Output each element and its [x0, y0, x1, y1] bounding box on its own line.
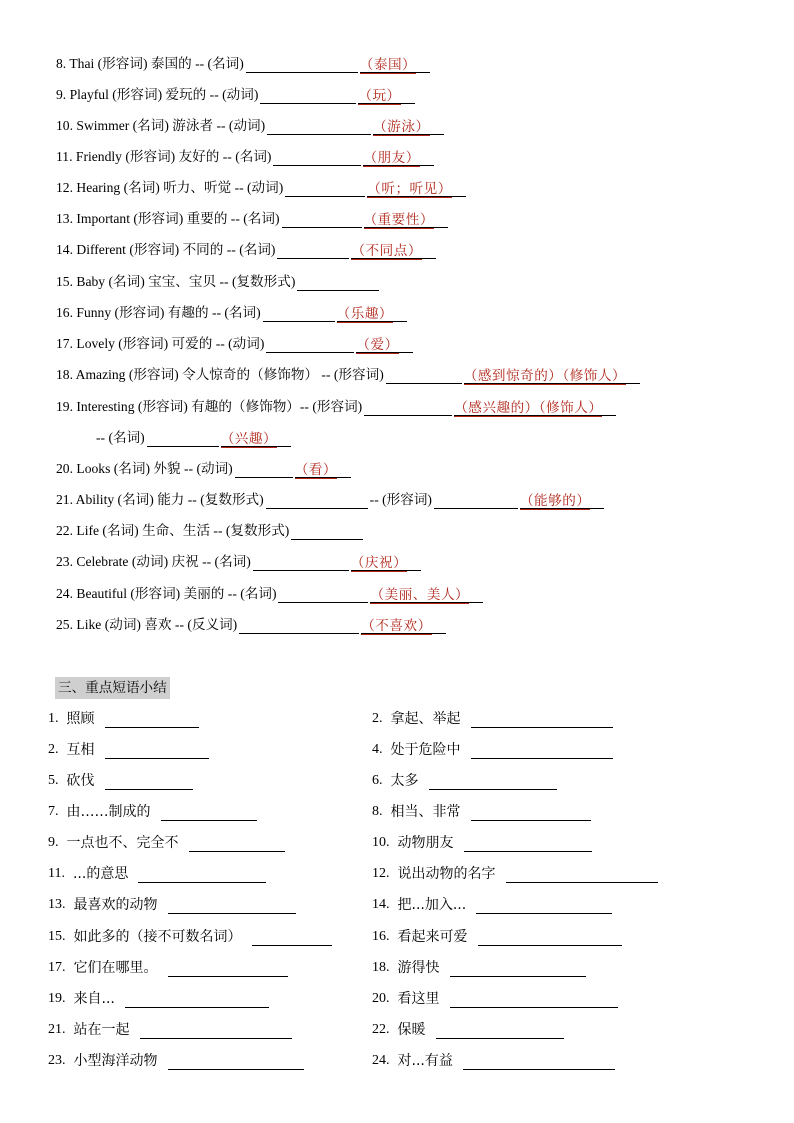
phrase-item — [372, 989, 620, 1009]
phrase-number: 2. — [372, 711, 383, 726]
vocab-prompt: -- (名词) — [96, 430, 145, 445]
phrase-answer-blank[interactable] — [252, 928, 332, 946]
phrase-number: 10. — [372, 835, 390, 850]
phrase-item — [372, 895, 614, 915]
phrase-answer-blank[interactable] — [463, 1052, 615, 1070]
vocab-prompt: 13. Important (形容词) 重要的 -- (名词) — [56, 211, 280, 226]
phrase-text: 说出动物的名字 — [397, 866, 496, 882]
vocab-prompt: 22. Life (名词) 生命、生活 -- (复数形式) — [56, 523, 290, 538]
phrase-item — [372, 958, 588, 978]
vocab-item — [56, 147, 434, 167]
phrase-item — [48, 864, 268, 884]
phrase-number: 13. — [48, 897, 66, 912]
phrase-item — [372, 771, 559, 791]
phrase-item — [48, 833, 287, 853]
phrase-text: 处于危险中 — [390, 742, 461, 758]
vocab-prompt: 21. Ability (名词) 能力 -- (复数形式) — [56, 492, 264, 507]
answer-blank[interactable] — [253, 553, 349, 571]
phrase-item — [372, 864, 660, 884]
phrase-item — [48, 895, 298, 915]
phrase-text: 小型海洋动物 — [73, 1053, 158, 1069]
phrase-number: 4. — [372, 742, 383, 757]
phrase-answer-blank[interactable] — [429, 772, 557, 790]
phrase-answer-blank[interactable] — [506, 865, 658, 883]
vocab-item — [56, 615, 446, 635]
phrase-number: 19. — [48, 991, 66, 1006]
vocab-item — [56, 521, 365, 541]
phrase-item — [372, 1051, 617, 1071]
phrase-text: 把...加入... — [397, 897, 467, 913]
phrase-text: 太多 — [390, 773, 419, 789]
phrase-answer-blank[interactable] — [471, 710, 613, 728]
vocab-prompt: 12. Hearing (名词) 听力、听觉 -- (动词) — [56, 180, 284, 195]
phrase-item — [48, 958, 290, 978]
phrase-answer-blank[interactable] — [105, 741, 209, 759]
section-title: 三、重点短语小结 — [55, 677, 170, 699]
answer-text: （不喜欢） — [361, 616, 445, 634]
answer-text: （庆祝） — [351, 553, 421, 571]
phrase-item — [372, 927, 624, 947]
vocab-prompt: 11. Friendly (形容词) 友好的 -- (名词) — [56, 149, 272, 164]
phrase-number: 17. — [48, 960, 66, 975]
answer-text: （乐趣） — [337, 304, 407, 322]
phrase-item — [372, 709, 615, 729]
phrase-number: 9. — [48, 835, 59, 850]
vocab-prompt: 18. Amazing (形容词) 令人惊奇的（修饰物） -- (形容词) — [56, 367, 384, 382]
phrase-number: 2. — [48, 742, 59, 757]
phrase-item — [48, 740, 211, 760]
vocab-item — [56, 552, 421, 572]
answer-text: （美丽、美人） — [370, 585, 483, 603]
vocab-item — [56, 490, 604, 510]
answer-blank[interactable] — [147, 429, 219, 447]
phrase-answer-blank[interactable] — [105, 772, 193, 790]
answer-blank[interactable] — [263, 304, 335, 322]
answer-text: （感到惊奇的）（修饰人） — [464, 366, 640, 384]
answer-blank[interactable] — [246, 55, 358, 73]
phrase-answer-blank[interactable] — [471, 803, 591, 821]
answer-blank[interactable] — [291, 522, 363, 540]
vocab-item — [56, 209, 448, 229]
phrase-answer-blank[interactable] — [168, 896, 296, 914]
answer-text: （看） — [295, 460, 351, 478]
phrase-item — [48, 1020, 294, 1040]
vocab-item — [56, 272, 381, 292]
phrase-number: 16. — [372, 929, 390, 944]
phrase-text: 来自... — [73, 991, 115, 1007]
answer-blank[interactable] — [364, 398, 452, 416]
answer-blank[interactable] — [267, 117, 371, 135]
answer-blank[interactable] — [273, 148, 361, 166]
phrase-answer-blank[interactable] — [168, 959, 288, 977]
phrase-number: 24. — [372, 1053, 390, 1068]
phrase-answer-blank[interactable] — [476, 896, 612, 914]
phrase-text: 保暖 — [397, 1022, 426, 1038]
phrase-answer-blank[interactable] — [140, 1021, 292, 1039]
phrase-answer-blank[interactable] — [471, 741, 613, 759]
phrase-item — [48, 927, 334, 947]
answer-text: （兴趣） — [221, 429, 291, 447]
phrase-item — [48, 1051, 306, 1071]
answer-blank[interactable] — [285, 179, 365, 197]
vocab-prompt: 17. Lovely (形容词) 可爱的 -- (动词) — [56, 336, 265, 351]
vocab-item — [56, 178, 466, 198]
phrase-number: 18. — [372, 960, 390, 975]
phrase-text: ...的意思 — [72, 866, 129, 882]
phrase-text: 照顾 — [66, 711, 95, 727]
phrase-number: 15. — [48, 929, 66, 944]
phrase-answer-blank[interactable] — [105, 710, 199, 728]
phrase-number: 14. — [372, 897, 390, 912]
phrase-text: 看起来可爱 — [397, 929, 468, 945]
phrase-number: 22. — [372, 1022, 390, 1037]
phrase-item — [372, 740, 615, 760]
answer-blank[interactable] — [386, 366, 462, 384]
vocab-item — [56, 334, 413, 354]
vocab-item — [56, 397, 616, 417]
phrase-answer-blank[interactable] — [168, 1052, 304, 1070]
phrase-text: 互相 — [66, 742, 95, 758]
phrase-number: 1. — [48, 711, 59, 726]
vocab-item — [56, 459, 351, 479]
answer-blank[interactable] — [239, 616, 359, 634]
vocab-prompt-extra: -- (形容词) — [369, 492, 432, 507]
answer-blank[interactable] — [260, 86, 356, 104]
phrase-item — [48, 802, 259, 822]
vocab-item — [96, 428, 291, 448]
phrase-text: 由……制成的 — [66, 804, 151, 820]
vocab-item — [56, 365, 640, 385]
vocab-item — [56, 584, 483, 604]
vocab-prompt: 25. Like (动词) 喜欢 -- (反义词) — [56, 617, 238, 632]
phrase-number: 8. — [372, 804, 383, 819]
vocab-prompt: 10. Swimmer (名词) 游泳者 -- (动词) — [56, 118, 266, 133]
phrase-answer-blank[interactable] — [189, 834, 285, 852]
phrase-text: 最喜欢的动物 — [73, 897, 158, 913]
phrase-text: 站在一起 — [73, 1022, 130, 1038]
answer-text: （重要性） — [364, 210, 448, 228]
phrase-answer-blank[interactable] — [138, 865, 266, 883]
phrase-number: 11. — [48, 866, 65, 881]
phrase-text: 拿起、举起 — [390, 711, 461, 727]
answer-blank[interactable] — [282, 210, 362, 228]
phrase-answer-blank[interactable] — [436, 1021, 564, 1039]
answer-text: （朋友） — [363, 148, 433, 166]
answer-text: （游泳） — [373, 117, 443, 135]
phrase-answer-blank[interactable] — [450, 959, 586, 977]
vocab-prompt: 15. Baby (名词) 宝宝、宝贝 -- (复数形式) — [56, 274, 296, 289]
phrase-text: 如此多的（接不可数名词） — [73, 929, 242, 945]
phrase-text: 它们在哪里。 — [73, 960, 158, 976]
vocab-prompt: 24. Beautiful (形容词) 美丽的 -- (名词) — [56, 586, 277, 601]
answer-text: （感兴趣的）（修饰人） — [454, 398, 616, 416]
vocab-prompt: 8. Thai (形容词) 泰国的 -- (名词) — [56, 56, 244, 71]
answer-text: （泰国） — [360, 55, 430, 73]
phrase-number: 5. — [48, 773, 59, 788]
vocab-item — [56, 240, 436, 260]
answer-text: （能够的） — [520, 491, 604, 509]
phrase-answer-blank[interactable] — [450, 990, 618, 1008]
answer-text: （爱） — [356, 335, 412, 353]
phrase-item — [48, 771, 195, 791]
phrase-number: 20. — [372, 991, 390, 1006]
vocab-item — [56, 54, 430, 74]
phrase-number: 7. — [48, 804, 59, 819]
phrase-item — [372, 802, 593, 822]
phrase-number: 12. — [372, 866, 390, 881]
phrase-text: 游得快 — [397, 960, 440, 976]
answer-blank[interactable] — [278, 585, 368, 603]
answer-text: （听；听见） — [367, 179, 466, 197]
vocab-prompt: 20. Looks (名词) 外貌 -- (动词) — [56, 461, 233, 476]
vocab-item — [56, 85, 415, 105]
phrase-text: 看这里 — [397, 991, 440, 1007]
phrase-text: 相当、非常 — [390, 804, 461, 820]
phrase-text: 一点也不、完全不 — [66, 835, 179, 851]
answer-blank[interactable] — [266, 335, 354, 353]
vocab-item — [56, 303, 407, 323]
answer-blank[interactable] — [277, 241, 349, 259]
phrase-answer-blank[interactable] — [161, 803, 257, 821]
vocab-prompt: 9. Playful (形容词) 爱玩的 -- (动词) — [56, 87, 259, 102]
phrase-item — [48, 709, 201, 729]
phrase-number: 6. — [372, 773, 383, 788]
vocab-prompt: 19. Interesting (形容词) 有趣的（修饰物）-- (形容词) — [56, 399, 363, 414]
answer-blank[interactable] — [434, 491, 518, 509]
answer-text: （不同点） — [351, 241, 435, 259]
answer-blank[interactable] — [235, 460, 293, 478]
phrase-text: 动物朋友 — [397, 835, 454, 851]
phrase-item — [372, 833, 594, 853]
vocab-prompt: 14. Different (形容词) 不同的 -- (名词) — [56, 242, 276, 257]
answer-blank[interactable] — [266, 491, 368, 509]
phrase-number: 21. — [48, 1022, 66, 1037]
phrase-answer-blank[interactable] — [125, 990, 269, 1008]
phrase-item — [48, 989, 271, 1009]
answer-blank[interactable] — [297, 273, 379, 291]
vocab-item — [56, 116, 444, 136]
answer-text: （玩） — [358, 86, 414, 104]
phrase-answer-blank[interactable] — [478, 928, 622, 946]
phrase-text: 对...有益 — [397, 1053, 453, 1069]
vocab-prompt: 16. Funny (形容词) 有趣的 -- (名词) — [56, 305, 261, 320]
phrase-item — [372, 1020, 566, 1040]
phrase-text: 砍伐 — [66, 773, 95, 789]
vocab-prompt: 23. Celebrate (动词) 庆祝 -- (名词) — [56, 554, 251, 569]
phrase-answer-blank[interactable] — [464, 834, 592, 852]
phrase-number: 23. — [48, 1053, 66, 1068]
